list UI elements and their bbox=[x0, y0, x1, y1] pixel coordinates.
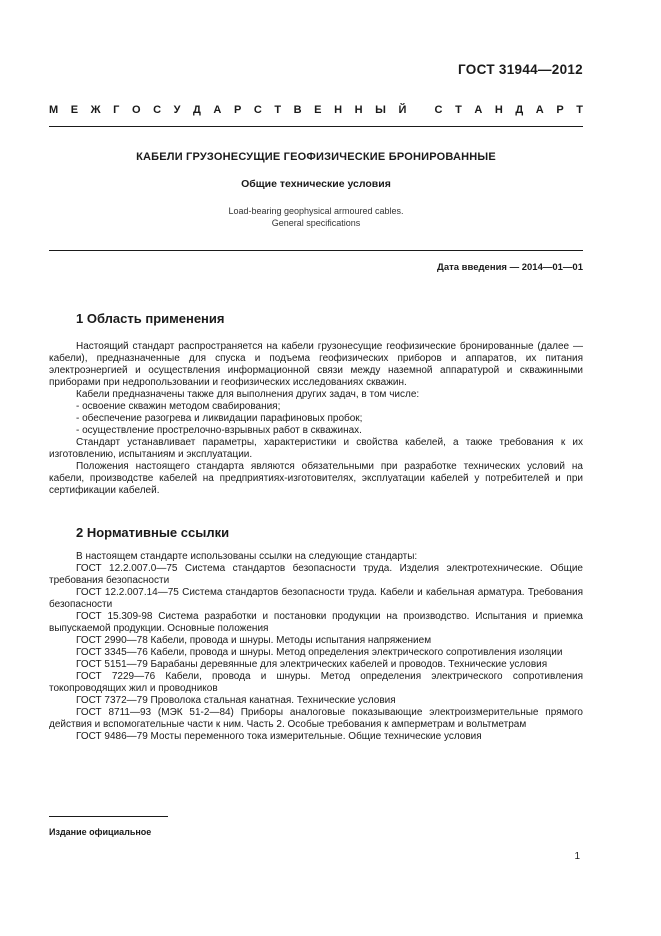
interstate-letter: О bbox=[131, 104, 141, 116]
reference-item: ГОСТ 3345—76 Кабели, провода и шнуры. Метод определения электрического сопротивления изоляции bbox=[76, 647, 563, 658]
reference-item: ГОСТ 2990—78 Кабели, провода и шнуры. Методы испытания напряжением bbox=[76, 635, 432, 646]
interstate-letter: Ы bbox=[375, 104, 386, 116]
interstate-letter: Е bbox=[70, 104, 79, 116]
section-heading-scope: 1 Область применения bbox=[76, 311, 225, 326]
standard-number: ГОСТ 31944—2012 bbox=[458, 62, 583, 77]
edition-note: Издание официальное bbox=[49, 827, 152, 837]
reference-item: ГОСТ 7372—79 Проволока стальная канатная. Технические условия bbox=[76, 695, 396, 706]
interstate-letter: Ж bbox=[90, 104, 101, 116]
interstate-gap bbox=[419, 104, 422, 116]
reference-item: ГОСТ 5151—79 Барабаны деревянные для электрических кабелей и проводов. Технические условия bbox=[76, 659, 548, 670]
section-body-references bbox=[49, 551, 583, 743]
interstate-letter: С bbox=[253, 104, 262, 116]
paragraph: В настоящем стандарте использованы ссылки на следующие стандарты: bbox=[76, 551, 418, 562]
interstate-letter: С bbox=[434, 104, 443, 116]
interstate-letter: Т bbox=[274, 104, 282, 116]
reference-item: ГОСТ 7229—76 Кабели, провода и шнуры. Метод определения электрического сопротивления токопроводящих жил и проводников bbox=[49, 671, 583, 694]
reference-item: ГОСТ 8711—93 (МЭК 51-2—84) Приборы аналоговые показывающие электроизмерительные прямого действия и вспомогательные части к ним. Часть 2. Особые требования к амперметрам и вольтметрам bbox=[49, 707, 583, 730]
interstate-letter: Д bbox=[193, 104, 201, 116]
interstate-letter: А bbox=[213, 104, 222, 116]
interstate-letter: А bbox=[474, 104, 483, 116]
section-body-scope bbox=[49, 341, 583, 497]
interstate-letter: Н bbox=[494, 104, 503, 116]
list-item: - осуществление прострелочно-взрывных работ в скважинах. bbox=[76, 425, 362, 436]
interstate-standard-heading bbox=[49, 104, 583, 116]
section-heading-references: 2 Нормативные ссылки bbox=[76, 525, 230, 540]
interstate-letter: Р bbox=[556, 104, 564, 116]
paragraph: Настоящий стандарт распространяется на кабели грузонесущие геофизические бронированные (далее — кабели), предназначенные для спуска и подъема геофизических приборов и аппаратов, их питания электроэнергией и осуществления информационной связи между наземной аппаратурой и скважинными приборами при недропользовании и геофизических исследованиях скважин. bbox=[49, 341, 583, 388]
page-number: 1 bbox=[574, 851, 580, 862]
interstate-letter: М bbox=[49, 104, 59, 116]
interstate-letter: Т bbox=[576, 104, 583, 116]
reference-item: ГОСТ 12.2.007.0—75 Система стандартов безопасности труда. Изделия электротехнические. Общие требования безопасности bbox=[49, 563, 583, 586]
paragraph: Стандарт устанавливает параметры, характеристики и свойства кабелей, а также требования к их изготовлению, испытаниям и эксплуатации. bbox=[49, 437, 583, 460]
paragraph: Положения настоящего стандарта являются обязательными при разработке технических условий на кабели, производстве кабелей на предприятиях-изготовителях, эксплуатации кабелей у потребителей и при сертификации кабелей. bbox=[49, 461, 583, 496]
list-item: - освоение скважин методом свабирования; bbox=[76, 401, 281, 412]
interstate-letter: Р bbox=[233, 104, 242, 116]
interstate-letter: С bbox=[153, 104, 162, 116]
reference-item: ГОСТ 9486—79 Мосты переменного тока измерительные. Общие технические условия bbox=[76, 731, 482, 742]
header-divider bbox=[49, 126, 583, 127]
effective-date: Дата введения — 2014—01—01 bbox=[437, 262, 583, 273]
interstate-letter: Г bbox=[113, 104, 120, 116]
reference-item: ГОСТ 12.2.007.14—75 Система стандартов безопасности труда. Кабели и кабельная арматура. Требования безопасности bbox=[49, 587, 583, 610]
interstate-letter: Т bbox=[455, 104, 462, 116]
interstate-letter: Н bbox=[354, 104, 363, 116]
interstate-letter: Д bbox=[515, 104, 524, 116]
english-title-line: General specifications bbox=[271, 218, 361, 228]
english-title-line: Load-bearing geophysical armoured cables. bbox=[228, 206, 404, 216]
interstate-letter: А bbox=[535, 104, 544, 116]
paragraph: Кабели предназначены также для выполнения других задач, в том числе: bbox=[76, 389, 420, 400]
interstate-letter: У bbox=[173, 104, 181, 116]
interstate-letter: Й bbox=[398, 104, 407, 116]
list-item: - обеспечение разогрева и ликвидации парафиновых пробок; bbox=[76, 413, 363, 424]
document-subtitle: Общие технические условия bbox=[241, 178, 391, 190]
reference-item: ГОСТ 15.309-98 Система разработки и постановки продукции на производство. Испытания и приемка выпускаемой продукции. Основные положения bbox=[49, 611, 583, 634]
document-title: КАБЕЛИ ГРУЗОНЕСУЩИЕ ГЕОФИЗИЧЕСКИЕ БРОНИРОВАННЫЕ bbox=[136, 151, 496, 163]
title-divider bbox=[49, 250, 583, 251]
interstate-letter: Е bbox=[314, 104, 322, 116]
footer-divider bbox=[49, 816, 168, 817]
interstate-letter: Н bbox=[334, 104, 343, 116]
interstate-letter: В bbox=[293, 104, 302, 116]
english-title bbox=[49, 205, 583, 229]
